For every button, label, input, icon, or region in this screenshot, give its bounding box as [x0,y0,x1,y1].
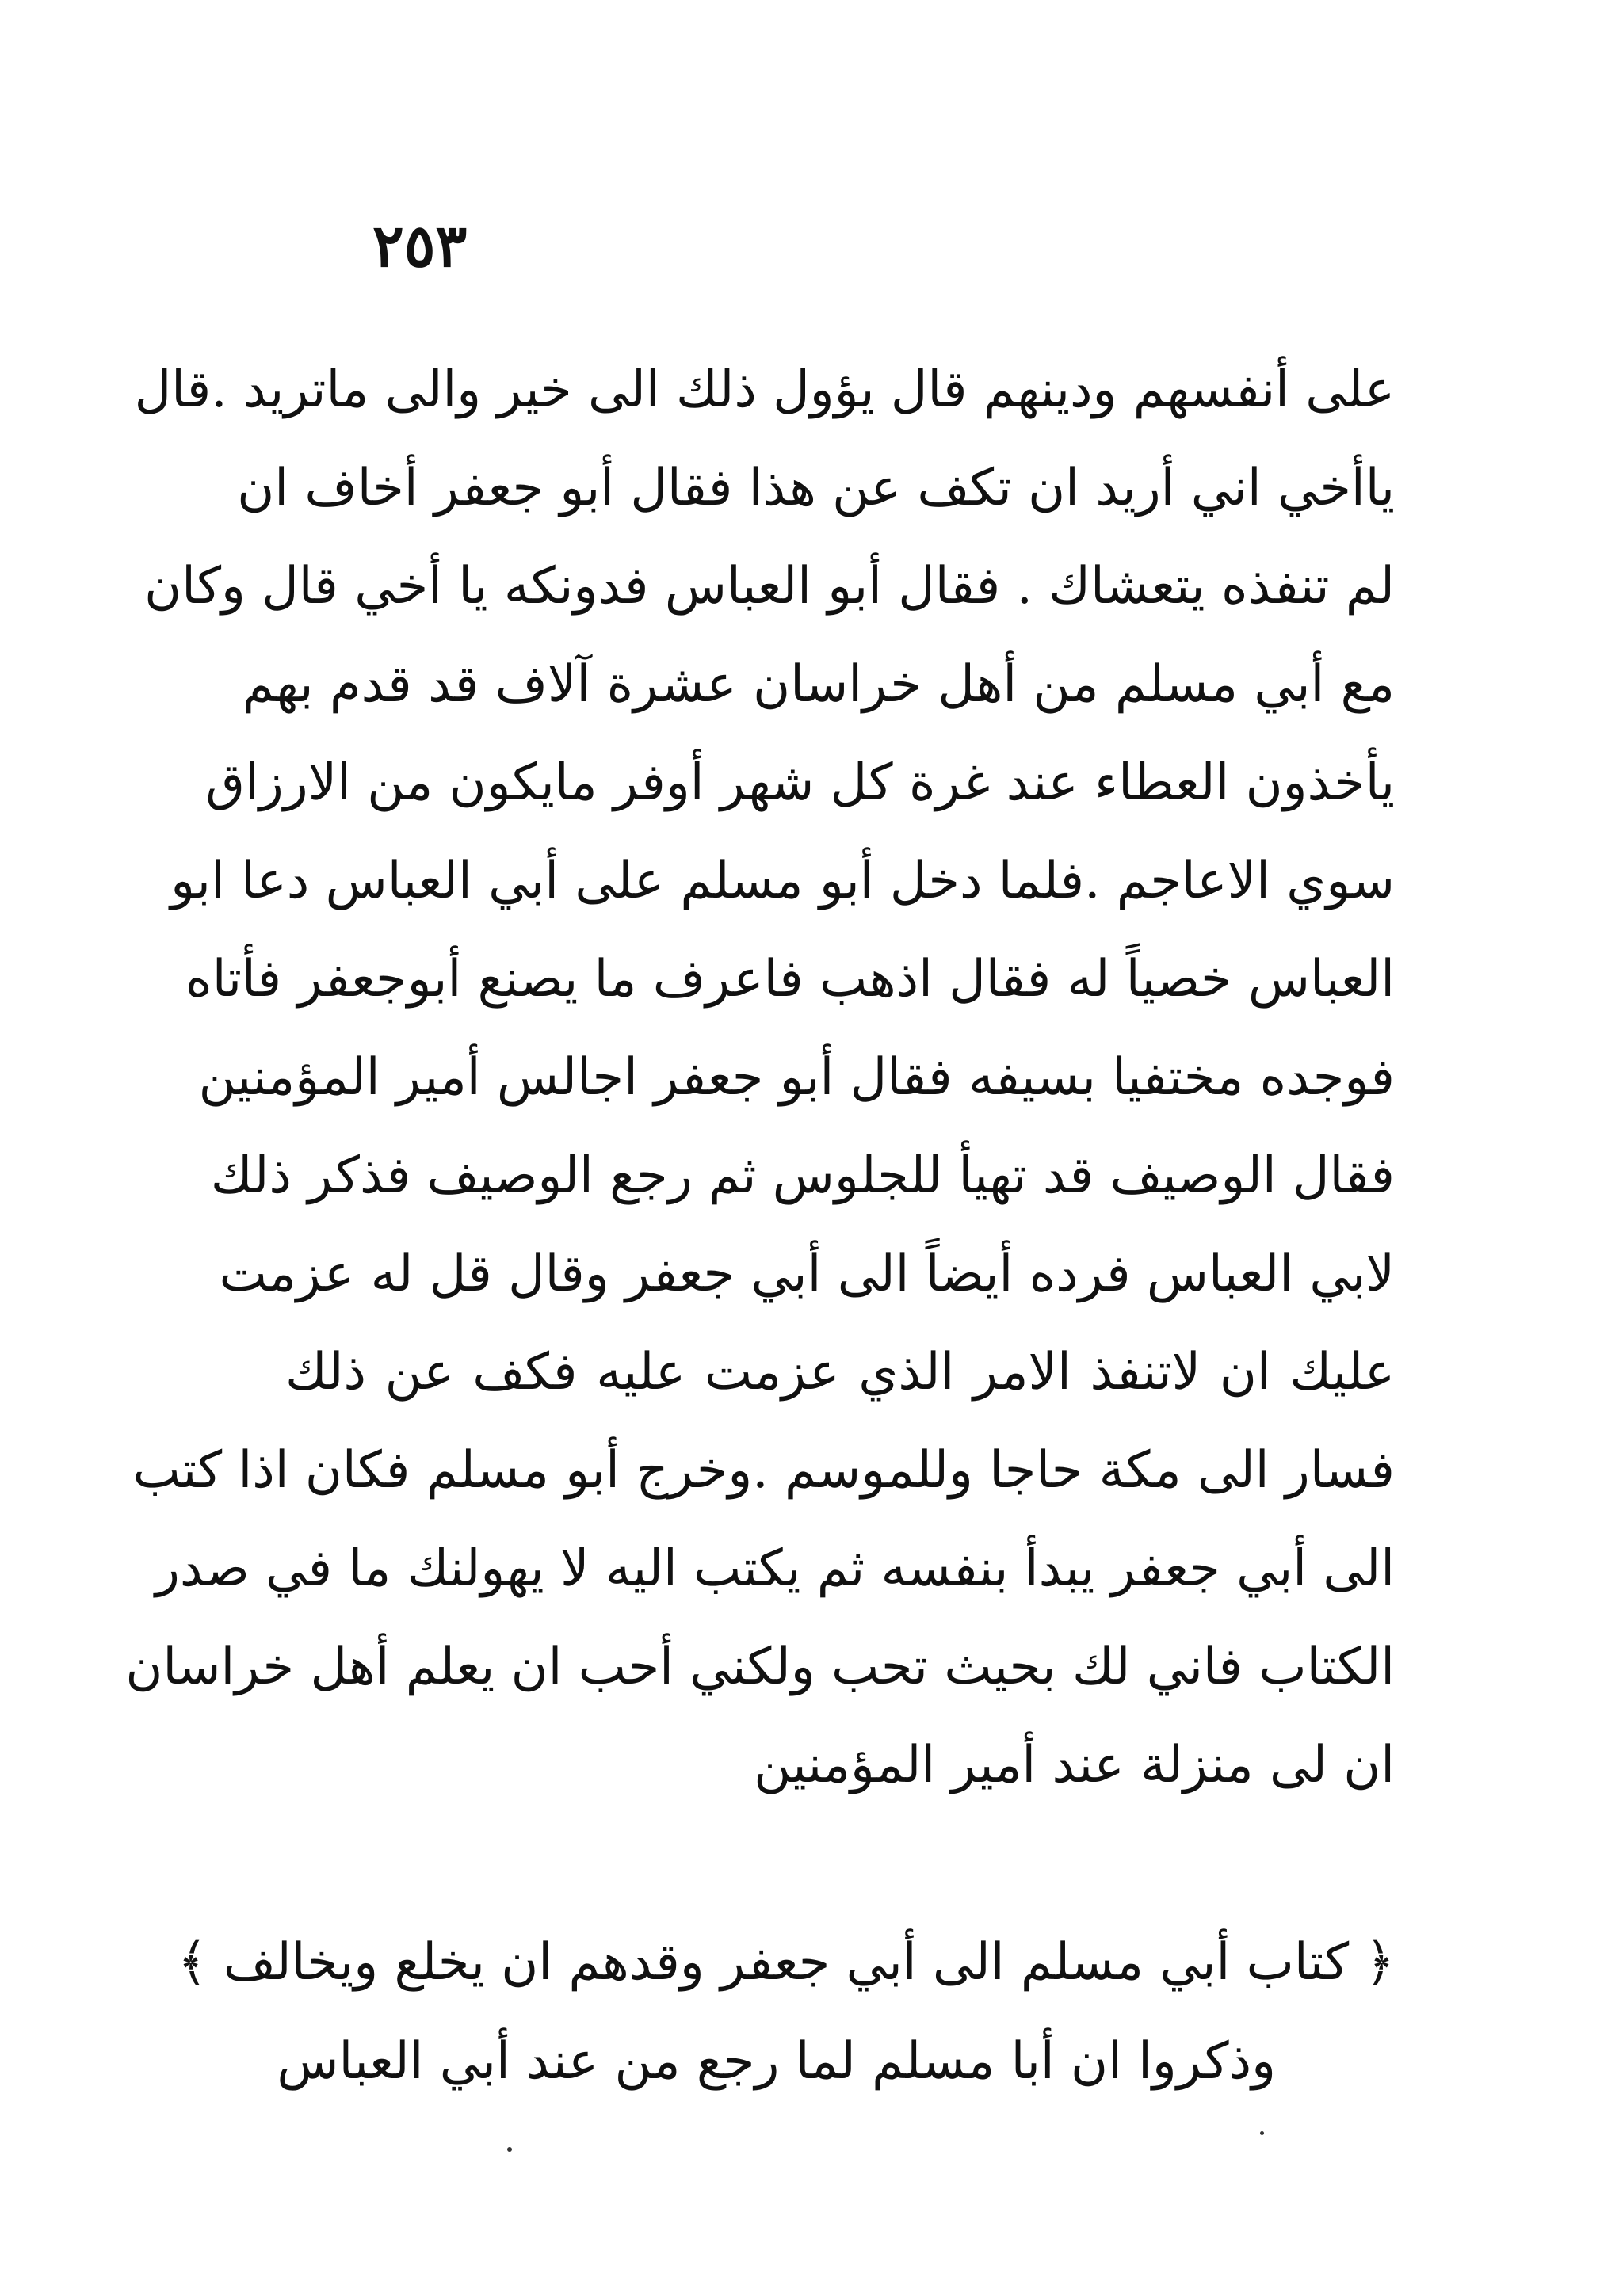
page-number: ٢٥٣ [372,212,468,280]
text-line: مع أبي مسلم من أهل خراسان عشرة آلاف قد قدم بهم [242,655,1395,714]
text-line: الكتاب فاني لك بحيث تحب ولكني أحب ان يعلم أهل خراسان [125,1638,1395,1696]
text-line: فوجده مختفيا بسيفه فقال أبو جعفر اجالس أمير المؤمنين [198,1048,1395,1107]
text-line: على أنفسهم ودينهم قال يؤول ذلك الى خير والى ماتريد .قال [134,360,1395,419]
text-line-last: ان لى منزلة عند أمير المؤمنين [754,1736,1395,1794]
text-line: يأخذون العطاء عند غرة كل شهر أوفر مايكون من الارزاق [205,753,1395,812]
text-line: العباس خصياً له فقال اذهب فاعرف ما يصنع أبوجعفر فأتاه [185,950,1395,1009]
text-line: لم تنفذه يتعشاك . فقال أبو العباس فدونكه يا أخي قال وكان [144,557,1395,616]
text-line: الى أبي جعفر يبدأ بنفسه ثم يكتب اليه لا يهولنك ما في صدر [155,1539,1395,1598]
text-line: لابي العباس فرده أيضاً الى أبي جعفر وقال قل له عزمت [219,1245,1395,1303]
text-line: فقال الوصيف قد تهيأ للجلوس ثم رجع الوصيف فذكر ذلك [210,1146,1395,1205]
scan-speck [1260,2131,1264,2135]
text-line: عليك ان لاتنفذ الامر الذي عزمت عليه فكف عن ذلك [285,1343,1395,1402]
section-heading: ﴿ كتاب أبي مسلم الى أبي جعفر وقدهم ان يخلع ويخالف ﴾ [178,1933,1395,1992]
following-text-line: وذكروا ان أبا مسلم لما رجع من عند أبي العباس [277,2032,1276,2091]
text-line: ياأخي اني أريد ان تكف عن هذا فقال أبو جعفر أخاف ان [237,459,1395,517]
body-text [125,341,1395,1814]
scan-speck [507,2147,512,2152]
text-line: سوي الاعاجم .فلما دخل أبو مسلم على أبي العباس دعا ابو [170,852,1395,910]
text-line: فسار الى مكة حاجا وللموسم .وخرج أبو مسلم فكان اذا كتب [132,1441,1395,1500]
